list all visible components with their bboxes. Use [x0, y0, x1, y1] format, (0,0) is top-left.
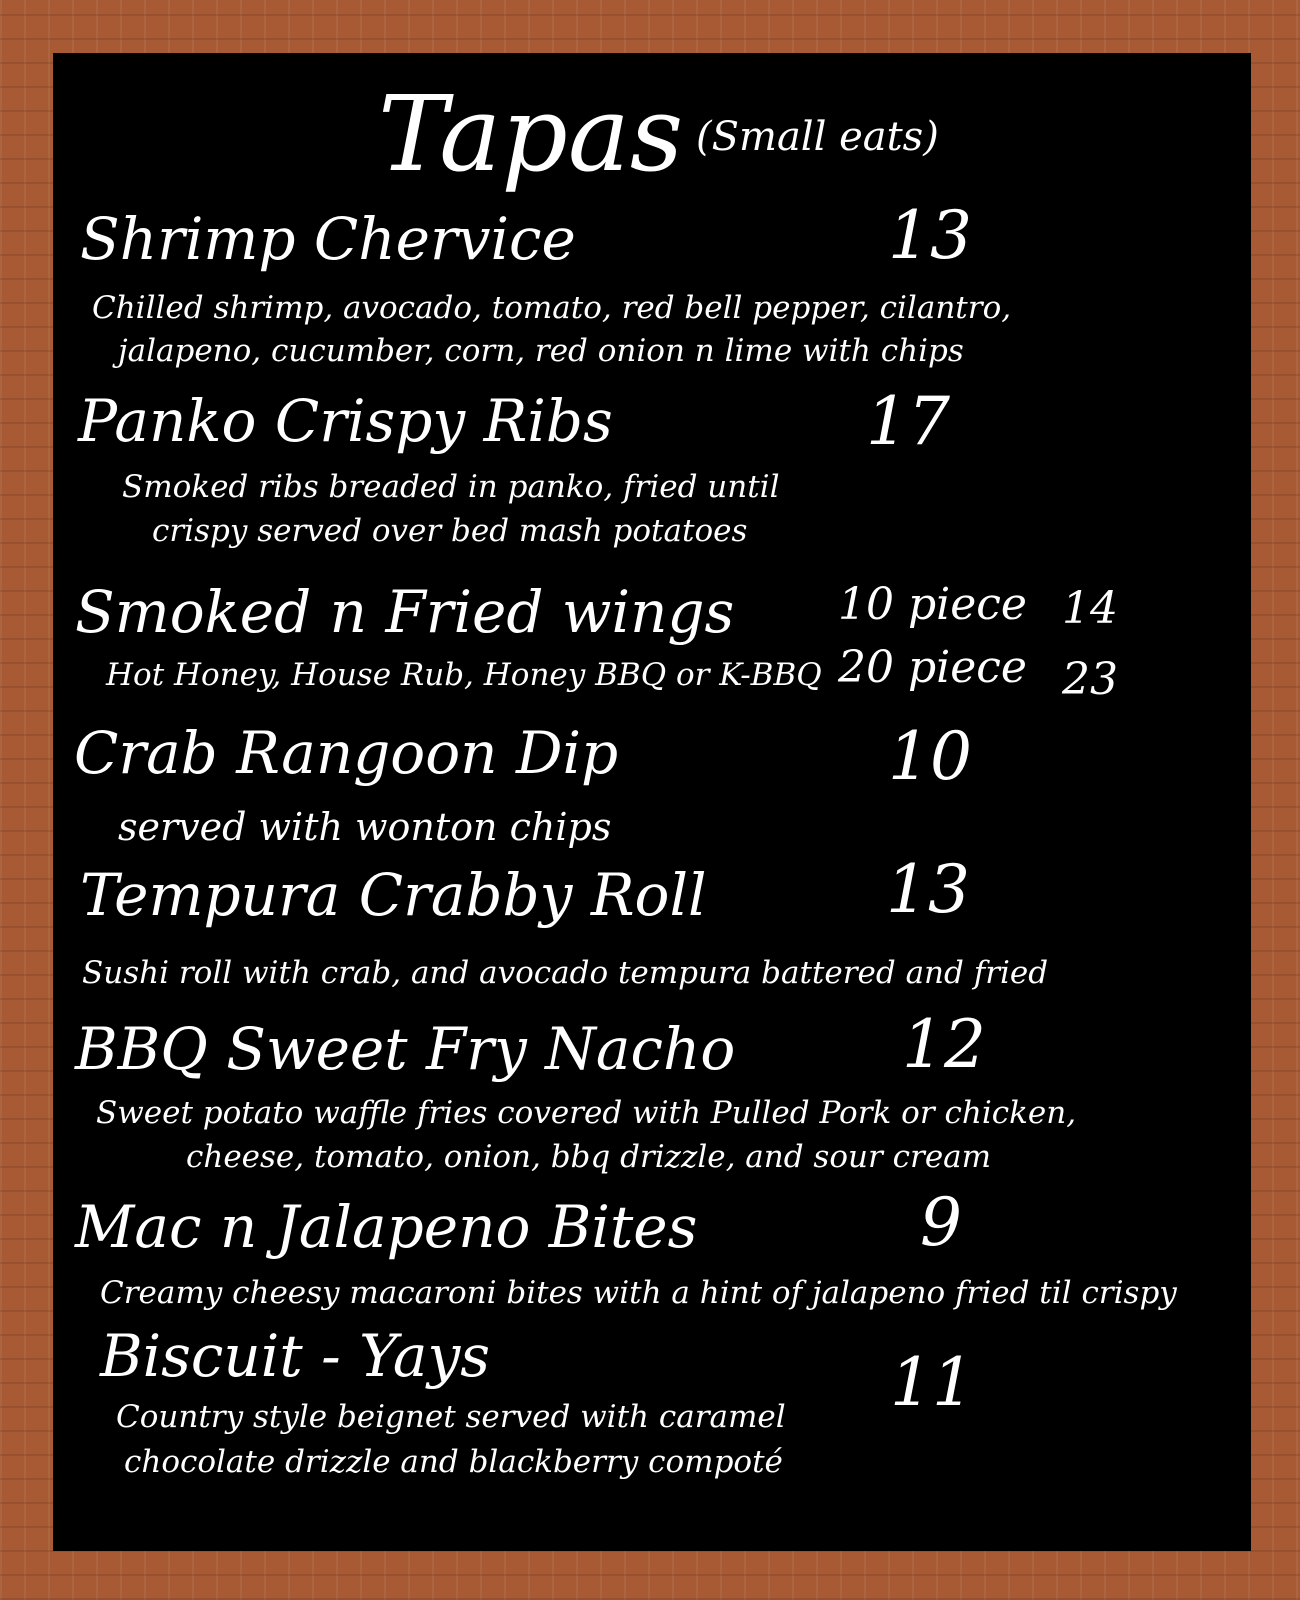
item-description-line: Hot Honey, House Rub, Honey BBQ or K-BBQ: [106, 657, 822, 693]
item-name-biscuit-yays: Biscuit - Yays: [100, 1322, 490, 1390]
item-name-bbq-sweet-fry-nacho: BBQ Sweet Fry Nacho: [75, 1015, 736, 1083]
wings-option-20-price: 23: [1062, 654, 1118, 705]
item-price-mac-jalapeno-bites: 9: [920, 1184, 962, 1261]
item-price-biscuit-yays: 11: [890, 1344, 974, 1421]
item-price-tempura-crabby-roll: 13: [886, 851, 970, 928]
item-name-smoked-fried-wings: Smoked n Fried wings: [75, 578, 735, 646]
item-description-line: Smoked ribs breaded in panko, fried until: [122, 469, 780, 505]
item-price-panko-crispy-ribs: 17: [866, 383, 950, 460]
item-price-shrimp-chervice: 13: [888, 197, 972, 274]
item-description-line: chocolate drizzle and blackberry compoté: [124, 1444, 783, 1480]
item-price-crab-rangoon-dip: 10: [888, 718, 972, 795]
menu-subtitle: (Small eats): [696, 114, 939, 160]
item-name-shrimp-chervice: Shrimp Chervice: [80, 205, 576, 273]
wings-option-10-price: 14: [1062, 583, 1118, 634]
item-description-line: crispy served over bed mash potatoes: [152, 513, 748, 549]
item-description-line: cheese, tomato, onion, bbq drizzle, and sour cream: [186, 1139, 992, 1175]
item-name-tempura-crabby-roll: Tempura Crabby Roll: [80, 861, 707, 929]
item-name-mac-jalapeno-bites: Mac n Jalapeno Bites: [75, 1193, 698, 1261]
item-name-panko-crispy-ribs: Panko Crispy Ribs: [78, 387, 613, 455]
item-description-line: jalapeno, cucumber, corn, red onion n lime with chips: [118, 333, 964, 369]
item-description-line: Country style beignet served with caramel: [116, 1399, 786, 1435]
item-description-line: Chilled shrimp, avocado, tomato, red bell pepper, cilantro,: [92, 290, 1012, 326]
item-description-line: Sushi roll with crab, and avocado tempura battered and fried: [82, 955, 1049, 991]
wings-option-20-label: 20 piece: [838, 642, 1027, 693]
item-description-line: Sweet potato waffle fries covered with Pulled Pork or chicken,: [96, 1095, 1077, 1131]
item-description-line: served with wonton chips: [118, 805, 612, 849]
wings-option-10-label: 10 piece: [838, 579, 1027, 630]
item-description-line: Creamy cheesy macaroni bites with a hint of jalapeno fried til crispy: [100, 1275, 1177, 1311]
item-price-bbq-sweet-fry-nacho: 12: [902, 1006, 986, 1083]
menu-title: Tapas: [378, 73, 684, 195]
item-name-crab-rangoon-dip: Crab Rangoon Dip: [74, 719, 619, 787]
